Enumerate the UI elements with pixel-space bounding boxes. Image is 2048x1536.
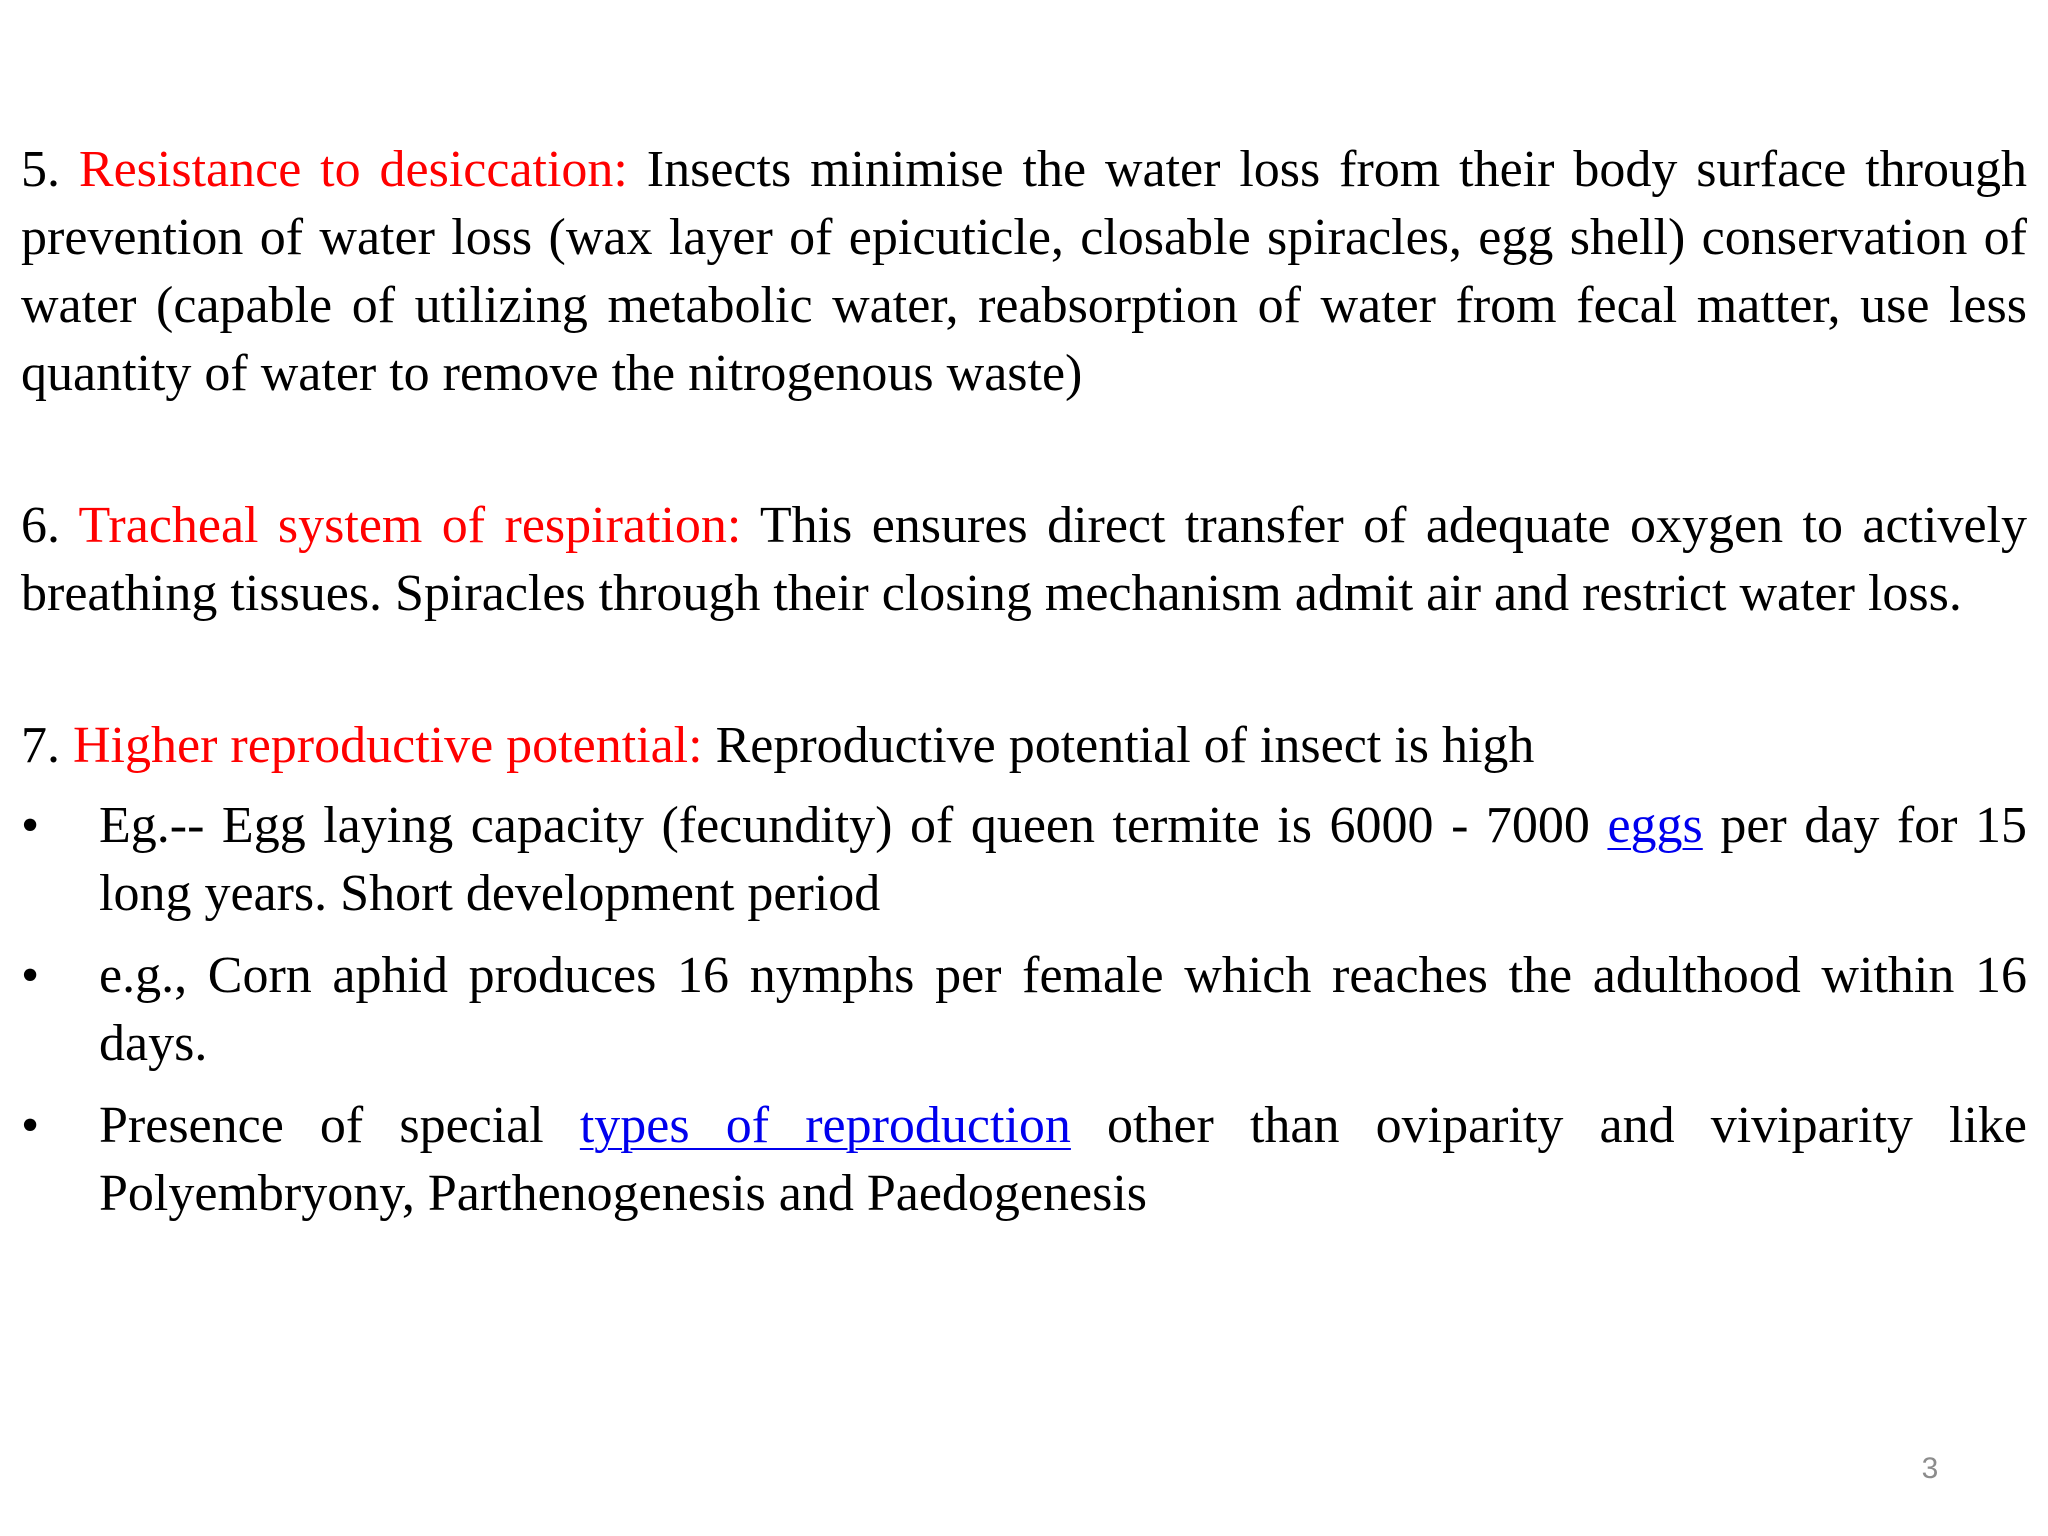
bullet-item-types-of-reproduction [21,1092,2027,1228]
point-tracheal-system [21,492,2027,628]
bullet-marker: • [21,1097,40,1154]
point-resistance-to-desiccation [21,136,2027,408]
bullet-marker: • [21,947,40,1004]
bullet-text: other than oviparity and viviparity like Polyembryony, Parthenogenesis and Paedogenesis [99,1097,2027,1222]
point-body: Insects minimise the water loss from their body surface through prevention of water loss (wax layer of epicuticle, closable spiracles, egg shell) conservation of water (capable of utilizing metabolic water, reabsorption of water from fecal matter, use less quantity of water to remove the nitrogenous waste) [21,141,2028,402]
bullet-text: Presence of special [99,1097,544,1154]
point-heading: Resistance to desiccation: [78,141,628,198]
point-body: This ensures direct transfer of adequate oxygen to actively breathing tissues. Spiracles through their closing mechanism admit air and restrict water loss. [21,497,2027,622]
bullet-item-corn-aphid [21,942,2027,1078]
slide-content [21,136,2027,1242]
point-body: Reproductive potential of insect is high [715,717,1535,774]
point-number: 7. [21,717,60,774]
bullet-text: e.g., Corn aphid produces 16 nymphs per female which reaches the adulthood within 16 days. [99,947,2027,1072]
bullet-item-termite-fecundity [21,792,2027,928]
point-heading: Higher reproductive potential: [73,717,703,774]
bullet-text: Eg.-- Egg laying capacity (fecundity) of queen termite is 6000 - 7000 [99,797,1590,854]
bullet-text: per day for 15 long years. Short development period [99,797,2028,922]
point-heading: Tracheal system of respiration: [78,497,742,554]
bullet-list [21,792,2027,1228]
eggs-link[interactable]: eggs [1607,797,1703,854]
point-number: 6. [21,497,60,554]
page-number: 3 [1921,1452,1939,1485]
point-higher-reproductive-potential [21,712,2027,780]
point-number: 5. [21,141,60,198]
bullet-marker: • [21,797,40,854]
types-of-reproduction-link[interactable]: types of reproduction [579,1097,1071,1154]
